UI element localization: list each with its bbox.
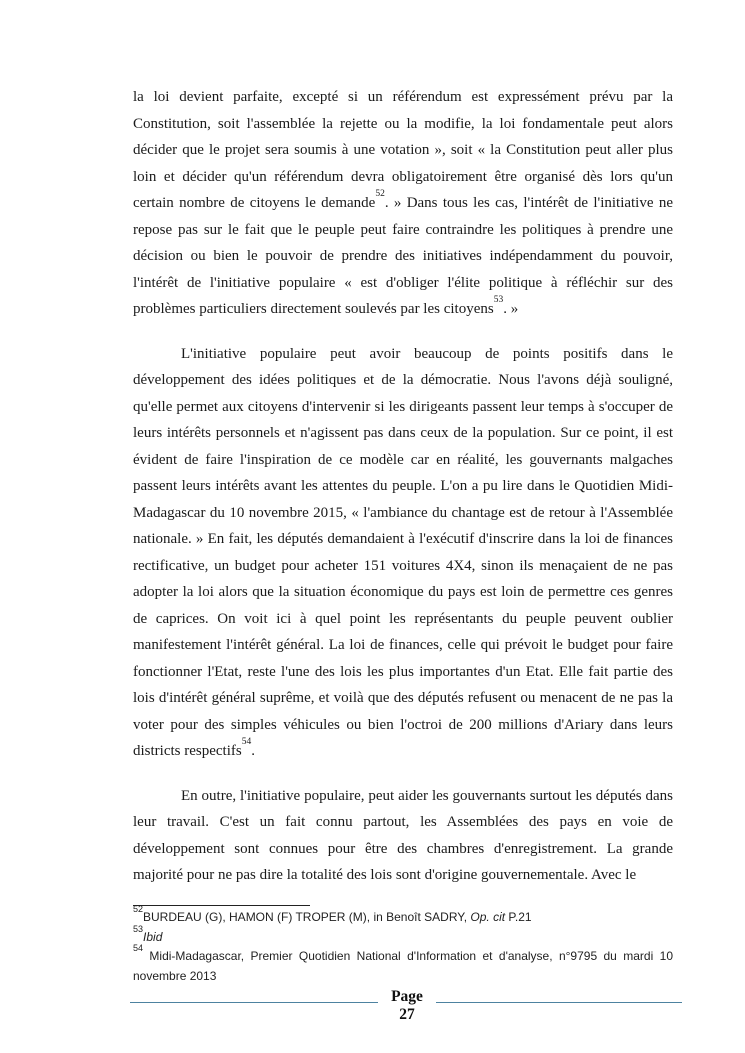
paragraph-1: la loi devient parfaite, excepté si un référendum est expressément prévu par la Constitution, soit l'assemblée la rejette ou la modifie, la loi fondamentale peut alors décider que le projet sera soumis à une votation », soit « la Constitution peut aller plus loin et décider qu'un référendum devra obligatoirement être organisé dès lors qu'un certain nombre de citoyens le demande$^{52}$. » Dans tous les cas, l'intérêt de l'initiative ne repose pas sur le fait que le peuple peut faire contraindre les politiques à prendre une décision ou bien le pouvoir de prendre des initiatives indépendamment du pouvoir, l'intérêt de l'initiative populaire « est d'obliger l'élite politique à réfléchir sur des problèmes particuliers directement soulevés par les citoyens$^{53}$. » xyxy=(133,89,673,317)
footnote-52: $^{52}$BURDEAU (G), HAMON (F) TROPER (M), in Benoît SADRY, Op. cit P.21 xyxy=(133,904,532,924)
footnote-reference: 53 xyxy=(493,294,504,305)
footnote-marker: 54 xyxy=(133,943,144,953)
paragraph-2: L'initiative populaire peut avoir beaucoup de points positifs dans le développement des idées politiques et de la démocratie. Nous l'avons déjà souligné, qu'elle permet aux citoyens d'intervenir si les dirigeants passent leur temps à s'occuper de leurs intérêts personnels et n'agissent pas dans ceux de la population. Sur ce point, il est évident de faire l'inspiration de ce modèle car en réalité, les gouvernants malgaches passent leurs intérêts avant les attentes du peuple. L'on a pu lire dans le Quotidien Midi-Madagascar du 10 novembre 2015, « l'ambiance du chantage est de retour à l'Assemblée nationale. » En fait, les députés demandaient à l'exécutif d'inscrire dans la loi de finances rectificative, un budget pour acheter 151 voitures 4X4, sinon ils menaçaient de ne pas adopter la loi alors que la situation économique du pays est loin de permettre ces genres de caprices. On voit ici à quel point les représentants du peuple peuvent oublier manifestement l'intérêt général. La loi de finances, celle qui prévoit le budget pour faire fonctionner l'Etat, reste l'une des lois les plus importantes d'un Etat. Elle fait partie des lois d'intérêt général suprême, et voilà que des députés refusent ou menacent de ne pas la voter pour des simples véhicules ou bien l'octroi de 200 millions d'Ariary dans leurs districts respectifs$^{54}$. xyxy=(133,345,673,759)
footer-rule-right xyxy=(436,1002,682,1003)
footnote-reference: 54 xyxy=(241,736,252,747)
italic-text: Ibid xyxy=(143,929,163,944)
paragraph-3: En outre, l'initiative populaire, peut aider les gouvernants surtout les députés dans leur travail. C'est un fait connu partout, les Assemblées des pays en voie de développement sont connues pour être des chambres d'enregistrement. La grande majorité pour ne pas dire la totalité des lois sont d'origine gouvernementale. Avec le xyxy=(133,787,673,883)
footnote-marker: 53 xyxy=(133,923,144,934)
footnote-53 xyxy=(133,923,673,948)
page-number: 27 xyxy=(399,1006,415,1023)
footnote-54: $^{54}$ Midi-Madagascar, Premier Quotidien National d'Information et d'analyse, n°9795 du mardi 10 novembre 2013 xyxy=(133,943,673,983)
footer-rule-left xyxy=(130,1002,378,1003)
body-text xyxy=(133,84,673,889)
footnote-marker: 52 xyxy=(133,904,144,914)
footer-rule-row xyxy=(130,988,682,1005)
italic-text: Op. cit xyxy=(470,910,506,924)
footnote-reference: 52 xyxy=(375,188,385,199)
footer-number-row xyxy=(130,1005,682,1024)
footnotes xyxy=(133,904,673,986)
footer-number-spacer xyxy=(130,1005,378,1024)
page-footer xyxy=(130,988,682,1024)
page-label: Page xyxy=(391,988,423,1005)
footnote-separator xyxy=(133,905,310,906)
